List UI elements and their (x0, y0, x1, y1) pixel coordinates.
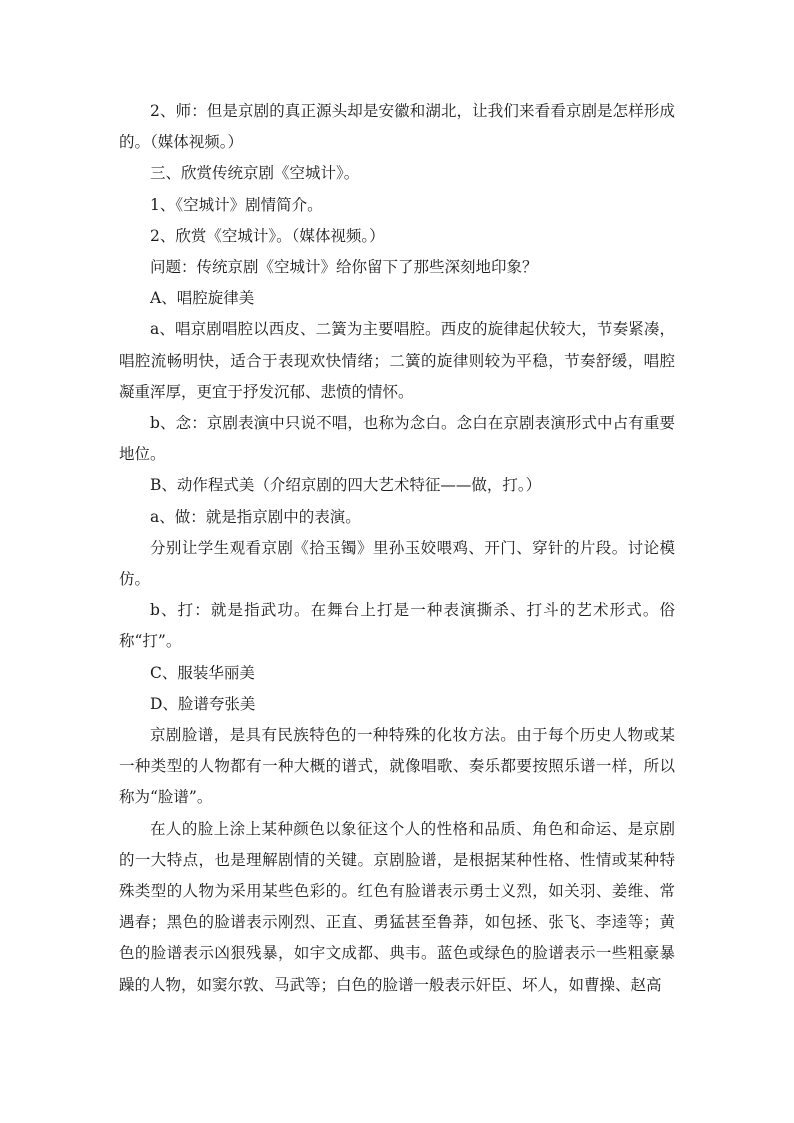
heading-facial-makeup: D、脸谱夸张美 (150, 694, 256, 713)
paragraph-facial-makeup-colors: 在人的脸上涂上某种颜色以象征这个人的性格和品质、角色和命运、是京剧的一大特点，也是理解剧情的关键。京剧脸谱，是根据某种性格、性情或某种特殊类型的人物为采用某些色彩的。红色有脸谱表示勇士义烈，如关羽、姜维、常遇春；黑色的脸谱表示刚烈、正直、勇猛甚至鲁莽，如包拯、张飞、李逵等；黄色的脸谱表示凶狠残暴，如宇文成都、典韦。蓝色或绿色的脸谱表示一些粗豪暴躁的人物，如窦尔敦、马武等；白色的脸谱一般表示奸臣、坏人，如曹操、赵高 (119, 819, 675, 994)
document-body (119, 96, 675, 1001)
heading-appreciate-kongchengji: 三、欣赏传统京剧《空城计》。 (150, 164, 360, 183)
heading-costume: C、服装华丽美 (150, 663, 255, 682)
paragraph-singing: a、唱京剧唱腔以西皮、二簧为主要唱腔。西皮的旋律起伏较大，节奏紧凑，唱腔流畅明快，适合于表现欢快情绪；二簧的旋律则较为平稳，节奏舒缓，唱腔凝重浑厚，更宜于抒发沉郁、悲愤的情怀。 (119, 320, 675, 401)
paragraph-origin: 2、师：但是京剧的真正源头却是安徽和湖北，让我们来看看京剧是怎样形成的。（媒体视频。） (119, 102, 675, 152)
paragraph-watch-shiyuzhuo: 分别让学生观看京剧《拾玉镯》里孙玉姣喂鸡、开门、穿针的片段。讨论模仿。 (119, 538, 675, 589)
paragraph-facial-makeup-intro: 京剧脸谱，是具有民族特色的一种特殊的化妆方法。由于每个历史人物或某一种类型的人物都有一种大概的谱式，就像唱歌、奏乐都要按照乐谱一样，所以称为“脸谱”。 (119, 726, 675, 807)
paragraph-acting: a、做：就是指京剧中的表演。 (150, 507, 361, 526)
paragraph-martial: b、打：就是指武功。在舞台上打是一种表演撕杀、打斗的艺术形式。俗称“打”。 (119, 601, 675, 651)
paragraph-question: 问题：传统京剧《空城计》给你留下了那些深刻地印象？ (150, 258, 538, 277)
heading-movement: B、动作程式美（介绍京剧的四大艺术特征——做，打。） (150, 476, 542, 495)
paragraph-recitation: b、念：京剧表演中只说不唱，也称为念白。念白在京剧表演形式中占有重要地位。 (119, 414, 675, 464)
paragraph-watch-video: 2、欣赏《空城计》。（媒体视频。） (150, 226, 385, 245)
paragraph-plot-intro: 1、《空城计》剧情简介。 (150, 195, 323, 214)
heading-melody: A、唱腔旋律美 (150, 289, 255, 308)
